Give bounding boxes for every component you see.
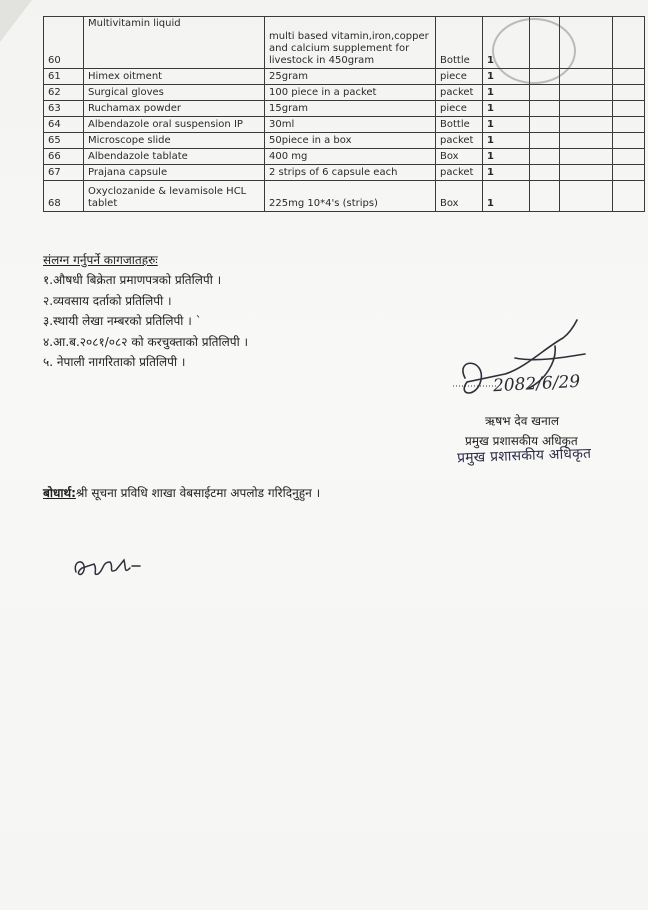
item-name-cell: Microscope slide: [84, 133, 265, 149]
unit-cell: Bottle: [436, 17, 483, 69]
item-name-cell: Prajana capsule: [84, 165, 265, 181]
unit-cell: packet: [436, 85, 483, 101]
folded-corner: [0, 0, 32, 42]
qty-cell: 1: [483, 117, 530, 133]
qty-cell: 1: [483, 101, 530, 117]
empty-cell: [560, 181, 613, 212]
empty-cell: [530, 133, 560, 149]
notice-line: [43, 484, 320, 501]
item-name-cell: Surgical gloves: [84, 85, 265, 101]
qty-cell: 1: [483, 181, 530, 212]
sn-cell: 62: [44, 85, 84, 101]
empty-cell: [560, 165, 613, 181]
table-row: [44, 133, 645, 149]
signature-date: 2082/6/29: [492, 371, 581, 397]
empty-cell: [560, 101, 613, 117]
spec-cell: 30ml: [265, 117, 436, 133]
empty-cell: [613, 149, 645, 165]
initial-signature: [68, 544, 158, 584]
title-stamp: प्रमुख प्रशासकीय अधिकृत: [456, 445, 592, 467]
signer-title: प्रमुख प्रशासकीय अधिकृत: [465, 434, 578, 448]
table-row: [44, 85, 645, 101]
unit-cell: Box: [436, 149, 483, 165]
empty-cell: [530, 181, 560, 212]
table-row: [44, 181, 645, 212]
sn-cell: 61: [44, 69, 84, 85]
table-row: [44, 117, 645, 133]
empty-cell: [530, 117, 560, 133]
empty-cell: [560, 133, 613, 149]
item-name-cell: Albendazole oral suspension IP: [84, 117, 265, 133]
empty-cell: [530, 101, 560, 117]
spec-cell: 100 piece in a packet: [265, 85, 436, 101]
table-row: [44, 101, 645, 117]
qty-cell: 1: [483, 165, 530, 181]
spec-cell: 50piece in a box: [265, 133, 436, 149]
empty-cell: [613, 133, 645, 149]
spec-cell: 225mg 10*4's (strips): [265, 181, 436, 212]
signer-name: ऋषभ देव खनाल: [485, 414, 560, 428]
handwritten-signature: [445, 318, 645, 413]
unit-cell: Bottle: [436, 117, 483, 133]
sn-cell: 63: [44, 101, 84, 117]
qty-cell: 1: [483, 149, 530, 165]
sn-cell: 68: [44, 181, 84, 212]
sn-cell: 64: [44, 117, 84, 133]
office-stamp: [492, 18, 576, 84]
empty-cell: [613, 181, 645, 212]
spec-cell: 25gram: [265, 69, 436, 85]
unit-cell: piece: [436, 69, 483, 85]
empty-cell: [560, 149, 613, 165]
qty-cell: 1: [483, 133, 530, 149]
attachments-section: [43, 250, 248, 372]
sn-cell: 67: [44, 165, 84, 181]
empty-cell: [530, 165, 560, 181]
empty-cell: [613, 85, 645, 101]
item-name-cell: Oxyclozanide & levamisole HCL tablet: [84, 181, 265, 212]
item-name-cell: Multivitamin liquid: [84, 17, 265, 69]
sn-cell: 66: [44, 149, 84, 165]
item-name-cell: Albendazole tablate: [84, 149, 265, 165]
notice-label: बोधार्थ:: [43, 486, 76, 500]
empty-cell: [560, 85, 613, 101]
spec-cell: 2 strips of 6 capsule each: [265, 165, 436, 181]
unit-cell: Box: [436, 181, 483, 212]
item-name-cell: Ruchamax powder: [84, 101, 265, 117]
empty-cell: [530, 149, 560, 165]
spec-cell: multi based vitamin,iron,copper and calcium supplement for livestock in 450gram: [265, 17, 436, 69]
attachment-item: ४.आ.ब.२०८१/०८२ को करचुक्ताको प्रतिलिपी ।: [43, 334, 249, 349]
sn-cell: 65: [44, 133, 84, 149]
attachment-item: २.व्यवसाय दर्ताको प्रतिलिपी ।: [43, 293, 172, 308]
empty-cell: [613, 69, 645, 85]
empty-cell: [530, 85, 560, 101]
qty-cell: 1: [483, 17, 530, 69]
attachment-item: १.औषधी बिक्रेता प्रमाणपत्रको प्रतिलिपी ।: [43, 273, 222, 288]
unit-cell: packet: [436, 165, 483, 181]
attachment-item: ३.स्थायी लेखा नम्बरको प्रतिलिपी । `: [43, 314, 202, 329]
signature-block: [445, 318, 645, 478]
unit-cell: packet: [436, 133, 483, 149]
qty-cell: 1: [483, 85, 530, 101]
table-row: [44, 165, 645, 181]
empty-cell: [613, 117, 645, 133]
qty-cell: 1: [483, 69, 530, 85]
spec-cell: 400 mg: [265, 149, 436, 165]
empty-cell: [613, 17, 645, 69]
empty-cell: [613, 101, 645, 117]
notice-text: श्री सूचना प्रविधि शाखा वेबसाईटमा अपलोड गरिदिनुहुन ।: [75, 486, 321, 500]
sn-cell: 60: [44, 17, 84, 69]
empty-cell: [560, 117, 613, 133]
attachments-heading: संलग्न गर्नुपर्ने कागजातहरुः: [43, 253, 158, 267]
empty-cell: [613, 165, 645, 181]
table-row: [44, 149, 645, 165]
attachment-item: ५. नेपाली नागरिताको प्रतिलिपी ।: [43, 355, 186, 370]
spec-cell: 15gram: [265, 101, 436, 117]
item-name-cell: Himex oitment: [84, 69, 265, 85]
unit-cell: piece: [436, 101, 483, 117]
